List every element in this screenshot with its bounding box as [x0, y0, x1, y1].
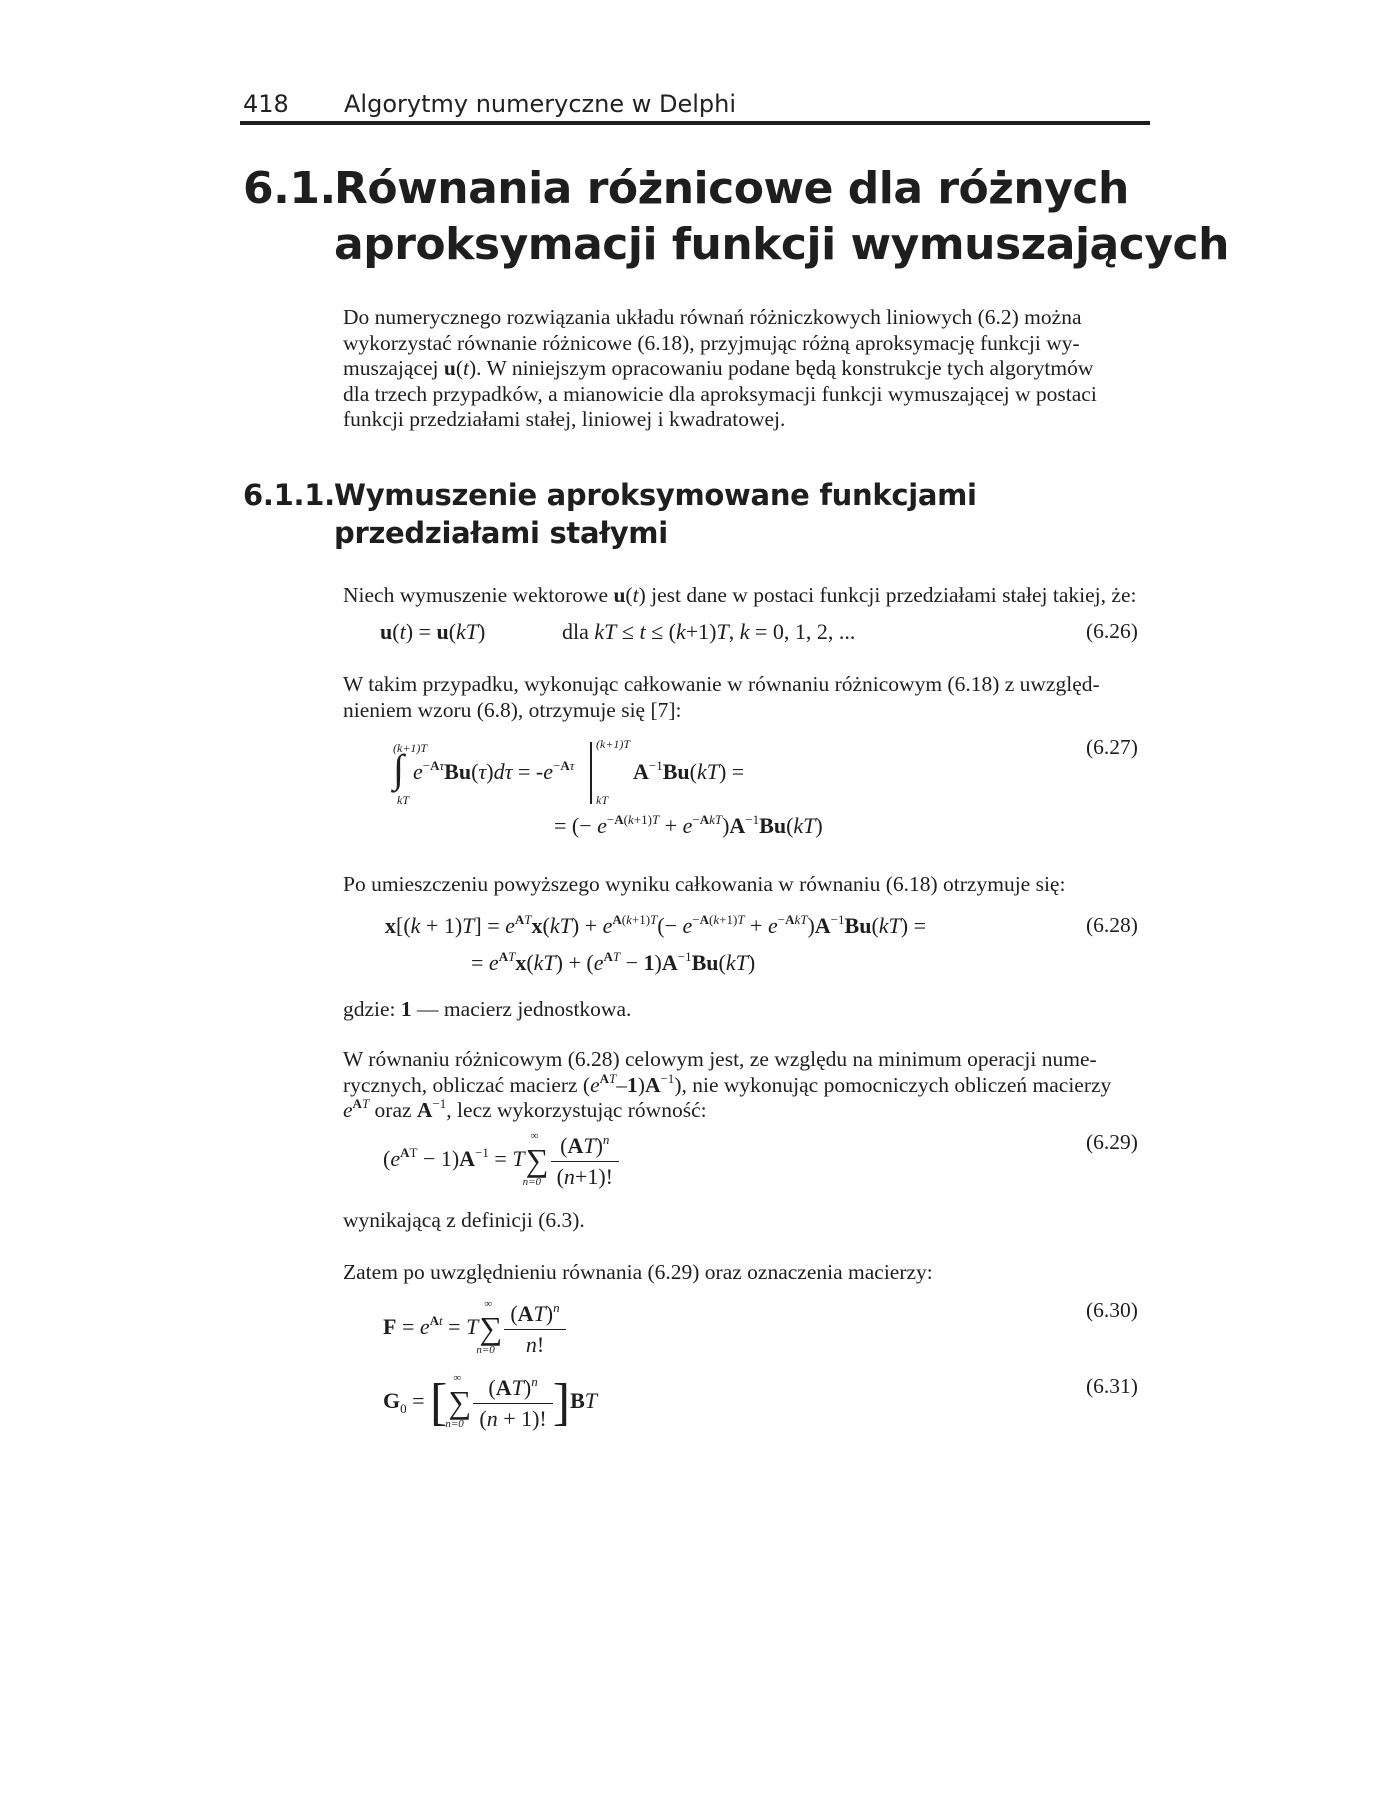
equation-number: (6.28) — [1086, 913, 1138, 937]
paragraph-line: $e^{AT}$ oraz $A^{-1}$, lecz wykorzystując równość: — [343, 1096, 707, 1122]
paragraph-w-takim — [343, 672, 1150, 723]
intro-line: funkcji przedziałami stałej, liniowej i kwadratowej. — [343, 407, 786, 431]
equation-number: (6.26) — [1086, 619, 1138, 643]
section-title-line2: aproksymacji funkcji wymuszających — [334, 219, 1229, 270]
subsection-title-line2: przedziałami stałymi — [334, 516, 668, 550]
section-title-line1: Równania różnicowe dla różnych — [334, 163, 1129, 214]
intro-line: wykorzystać równanie różnicowe (6.18), przyjmując różną aproksymację funkcji wy- — [343, 330, 1080, 355]
intro-line: Do numerycznego rozwiązania układu równań różniczkowych liniowych (6.2) można — [343, 305, 1082, 329]
evaluation-upper-limit: (k+1)T — [596, 737, 631, 751]
equation-6-27-line1-rhs: $A^{-1}Bu(kT)$ = — [633, 758, 745, 784]
paragraph-line: nieniem wzoru (6.8), otrzymuje się [7]: — [343, 697, 682, 722]
paragraph-niech: Niech wymuszenie wektorowe u(t) jest dane w postaci funkcji przedziałami stałej takiej, że: — [343, 583, 1137, 607]
paragraph-line: W równaniu różnicowym (6.28) celowym jest, ze względu na minimum operacji nume- — [343, 1047, 1097, 1071]
equation-6-30: $F = e^{At} = T$ ∞ ∑ n=0 $\frac{(AT)^n}{n!}$ — [383, 1300, 566, 1358]
equation-6-26-lhs: u(t) = u(kT) — [380, 619, 486, 644]
equation-6-28-line1: $x[(k + 1)T] = e^{AT}x(kT) + e^{A(k+1)T}(- e^{-A(k+1)T} + e^{-AkT})A^{-1}Bu(kT)$ = — [385, 912, 927, 938]
equation-number: (6.27) — [1086, 735, 1138, 759]
integral-sign: ∫ — [393, 746, 404, 791]
paragraph-w-rownaniu — [343, 1047, 1150, 1124]
paragraph-line: W takim przypadku, wykonując całkowanie w równaniu różnicowym (6.18) z uwzględ- — [343, 672, 1100, 696]
intro-line: muszającej u(t). W niniejszym opracowaniu podane będą konstrukcje tych algorytmów — [343, 356, 1094, 380]
equation-6-31: $G_0$ = [ ∞ ∑ n=0 $\frac{(AT)^n}{(n + 1)!}$ ]BT — [383, 1372, 598, 1431]
section-number: 6.1. — [243, 163, 336, 214]
equation-number: (6.31) — [1086, 1374, 1138, 1398]
page-number: 418 — [243, 90, 289, 118]
paragraph-zatem: Zatem po uwzględnieniu równania (6.29) oraz oznaczenia macierzy: — [343, 1260, 933, 1284]
paragraph-wynikajaca: wynikającą z definicji (6.3). — [343, 1208, 585, 1232]
subsection-title-line1: Wymuszenie aproksymowane funkcjami — [334, 478, 977, 512]
intro-paragraph — [343, 305, 1150, 433]
equation-number: (6.30) — [1086, 1298, 1138, 1322]
integral-upper-limit: (k+1)T — [393, 741, 428, 755]
equation-6-27-line1: $e^{-A\tau}Bu(\tau)d\tau = -e^{-A\tau}$ — [413, 758, 575, 784]
equation-6-26-condition: dla kT ≤ t ≤ (k+1)T, k = 0, 1, 2, ... — [562, 619, 856, 644]
paragraph-po-umieszczeniu: Po umieszczeniu powyższego wyniku całkowania w równaniu (6.18) otrzymuje się: — [343, 872, 1066, 896]
intro-line: dla trzech przypadków, a mianowicie dla aproksymacji funkcji wymuszającej w postaci — [343, 381, 1097, 406]
equation-6-29: $(e^{AT} - 1)A^{-1} = T$ ∞ ∑ n=0 $\frac{(AT)^n}{(n+1)!}$ — [383, 1132, 619, 1190]
equation-number: (6.29) — [1086, 1130, 1138, 1154]
running-title: Algorytmy numeryczne w Delphi — [344, 90, 737, 118]
evaluation-bar — [590, 742, 592, 804]
subsection-number: 6.1.1. — [243, 478, 335, 512]
header-rule — [240, 121, 1150, 125]
paragraph-gdzie: gdzie: 1 — macierz jednostkowa. — [343, 997, 632, 1021]
evaluation-lower-limit: kT — [596, 793, 608, 807]
equation-6-27-line2: = (− $e^{-A(k+1)T} + e^{-AkT})A^{-1}Bu(kT)$ — [554, 812, 823, 838]
integral-lower-limit: kT — [397, 793, 409, 807]
paragraph-line: rycznych, obliczać macierz $(e^{AT}-1)A^{-1}$), nie wykonując pomocniczych obliczeń macierzy — [343, 1070, 1112, 1097]
equation-6-28-line2: = $e^{AT}x(kT) + (e^{AT} - 1)A^{-1}Bu(kT)$ — [471, 949, 756, 975]
